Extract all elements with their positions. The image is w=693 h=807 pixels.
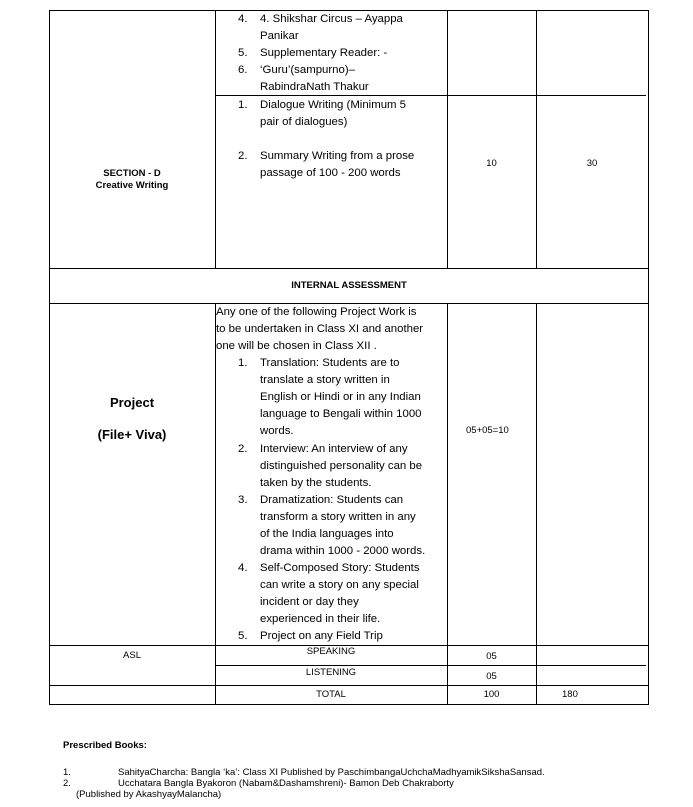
total-periods: 180 xyxy=(562,689,578,700)
book-title: Ucchatara Bangla Byakoron (Nabam&Dashamshreni)- Bamon Deb Chakraborty xyxy=(118,778,454,789)
listening-marks: 05 xyxy=(486,671,497,682)
list-text: Summary Writing from a prose xyxy=(260,150,415,162)
list-item xyxy=(238,560,420,577)
list-item-continuation: experienced in their life. xyxy=(260,613,381,625)
list-item-continuation: incident or day they xyxy=(260,596,359,608)
list-number: 2. xyxy=(238,150,248,162)
speaking-label: SPEAKING xyxy=(306,646,356,657)
list-number: 2. xyxy=(238,443,248,455)
list-item-continuation: passage of 100 - 200 words xyxy=(260,167,401,179)
table-rule xyxy=(49,685,649,686)
list-item-continuation: can write a story on any special xyxy=(260,579,419,591)
list-item-continuation: distinguished personality can be xyxy=(260,460,423,472)
list-text: Interview: An interview of any xyxy=(260,443,408,455)
list-item xyxy=(238,97,406,114)
list-text: Supplementary Reader: - xyxy=(260,47,388,59)
list-item xyxy=(238,148,414,165)
project-title: Project xyxy=(109,395,155,410)
book-title: SahityaCharcha: Bangla ‘ka’: Class XI Published by PaschimbangaUchchaMadhyamikSikshaSansad. xyxy=(118,767,545,778)
list-item-continuation: taken by the students. xyxy=(260,477,372,489)
table-rule xyxy=(215,10,216,268)
list-item-continuation: transform a story written in any xyxy=(260,511,416,523)
list-item-continuation: drama within 1000 - 2000 words. xyxy=(260,545,426,557)
table-rule xyxy=(215,303,216,704)
asl-label: ASL xyxy=(123,650,141,661)
table-rule xyxy=(447,303,448,704)
list-number: 1. xyxy=(238,357,248,369)
project-intro-line: Any one of the following Project Work is xyxy=(216,306,417,318)
project-marks: 05+05=10 xyxy=(466,425,509,436)
table-rule xyxy=(536,303,537,704)
list-item-continuation: of the India languages into xyxy=(260,528,394,540)
list-number: 4. xyxy=(238,562,248,574)
list-item xyxy=(238,45,387,62)
list-text: Dialogue Writing (Minimum 5 xyxy=(260,99,407,111)
section-d-periods: 30 xyxy=(586,158,598,169)
prescribed-books-heading: Prescribed Books: xyxy=(63,740,147,751)
list-item-continuation: Panikar xyxy=(260,30,299,42)
list-item-continuation: RabindraNath Thakur xyxy=(260,81,369,93)
list-item xyxy=(238,441,408,458)
list-number: 1. xyxy=(238,99,248,111)
listening-label: LISTENING xyxy=(305,667,357,678)
book-number: 1. xyxy=(63,767,71,778)
list-item-continuation: English or Hindi or in any Indian xyxy=(260,391,421,403)
section-d-subtitle: Creative Writing xyxy=(95,180,169,191)
list-number: 4. xyxy=(238,13,248,25)
list-item-continuation: words. xyxy=(260,425,294,437)
table-rule xyxy=(536,10,537,268)
list-text: Project on any Field Trip xyxy=(260,630,383,642)
section-d-marks: 10 xyxy=(486,158,497,169)
list-item xyxy=(238,628,383,645)
project-intro-line: one will be chosen in Class XII . xyxy=(216,340,377,352)
project-intro-line: to be undertaken in Class XI and another xyxy=(216,323,424,335)
list-item xyxy=(238,62,355,79)
table-border-right xyxy=(648,10,649,704)
total-label: TOTAL xyxy=(316,689,346,700)
table-rule xyxy=(447,10,448,268)
list-text: 4. Shikshar Circus – Ayappa xyxy=(260,13,403,25)
table-border-left xyxy=(49,10,50,704)
list-item xyxy=(238,355,400,372)
list-number: 3. xyxy=(238,494,248,506)
list-item xyxy=(238,11,403,28)
list-item-continuation: pair of dialogues) xyxy=(260,116,348,128)
speaking-marks: 05 xyxy=(486,651,497,662)
table-rule xyxy=(49,268,649,269)
list-text: Dramatization: Students can xyxy=(260,494,404,506)
list-number: 5. xyxy=(238,630,248,642)
book-number: 2. xyxy=(63,778,71,789)
list-number: 6. xyxy=(238,64,248,76)
list-item xyxy=(238,492,403,509)
section-d-title: SECTION - D xyxy=(103,168,161,179)
list-item-continuation: language to Bengali within 1000 xyxy=(260,408,422,420)
publisher-note: (Published by AkashyayMalancha) xyxy=(76,789,222,800)
list-number: 5. xyxy=(238,47,248,59)
internal-assessment-heading: INTERNAL ASSESSMENT xyxy=(291,280,407,291)
project-subtitle: (File+ Viva) xyxy=(97,427,167,442)
list-item-continuation: translate a story written in xyxy=(260,374,390,386)
list-text: Self-Composed Story: Students xyxy=(260,562,420,574)
list-text: ‘Guru’(sampurno)– xyxy=(260,64,355,76)
total-marks: 100 xyxy=(483,689,500,700)
table-border-bottom xyxy=(49,704,649,705)
table-rule xyxy=(215,665,646,666)
list-text: Translation: Students are to xyxy=(260,357,400,369)
